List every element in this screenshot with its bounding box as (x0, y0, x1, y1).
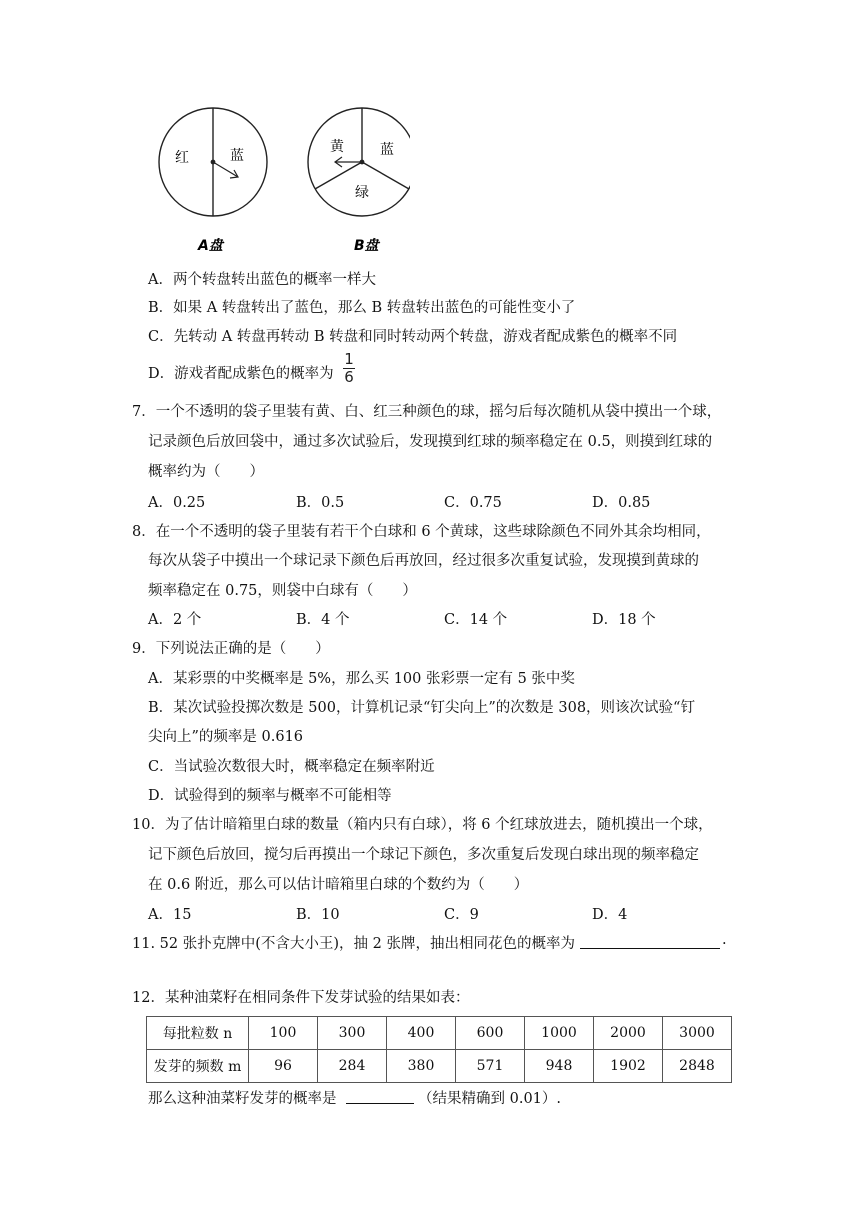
disk-b-caption: B盘 (354, 238, 379, 254)
table-cell: 3000 (663, 1017, 732, 1050)
q6-option-d: D．游戏者配成紫色的概率为 (148, 366, 334, 382)
q7-option-a: A．0.25 (148, 495, 206, 511)
q7-line-1: 7．一个不透明的袋子里装有黄、白、红三种颜色的球，摇匀后每次随机从袋中摸出一个球， (132, 404, 722, 420)
table-cell: 400 (387, 1017, 456, 1050)
disk-a-caption: A盘 (198, 238, 223, 254)
disk-a (159, 108, 267, 254)
q12-stem: 12．某种油菜籽在相同条件下发芽试验的结果如表： (132, 990, 470, 1006)
table-row (147, 1017, 732, 1050)
table-cell: 100 (249, 1017, 318, 1050)
q8-line-2: 每次从袋子中摸出一个球记录下颜色后再放回，经过很多次重复试验，发现摸到黄球的 (148, 553, 699, 569)
q10-option-b: B．10 (296, 907, 340, 923)
q7-option-c: C．0.75 (444, 495, 502, 511)
q7-option-b: B．0.5 (296, 495, 345, 511)
q11-answer-blank[interactable] (580, 932, 720, 949)
q9-option-b-cont: 尖向上”的频率是 0.616 (148, 729, 304, 745)
q8-line-3: 频率稳定在 0.75，则袋中白球有（ ） (148, 583, 417, 599)
table-cell: 948 (525, 1050, 594, 1083)
q8-option-d: D．18 个 (592, 612, 656, 628)
q8-option-b: B．4 个 (296, 612, 350, 628)
table-cell: 96 (249, 1050, 318, 1083)
fraction-denominator: 6 (344, 368, 354, 386)
fraction-numerator: 1 (344, 350, 354, 368)
table-cell: 1000 (525, 1017, 594, 1050)
q9-option-d: D．试验得到的频率与概率不可能相等 (148, 788, 392, 804)
q9-option-a: A．某彩票的中奖概率是 5%，那么买 100 张彩票一定有 5 张中奖 (148, 671, 575, 687)
q11-end: . (722, 932, 727, 948)
q10-line-1: 10．为了估计暗箱里白球的数量（箱内只有白球），将 6 个红球放进去，随机摸出一个球， (132, 817, 713, 833)
table-cell: 300 (318, 1017, 387, 1050)
q8-line-1: 8．在一个不透明的袋子里装有若干个白球和 6 个黄球，这些球除颜色不同外其余均相同， (132, 524, 711, 540)
q12-tail-before: 那么这种油菜籽发芽的概率是 (148, 1091, 337, 1107)
q10-option-c: C．9 (444, 907, 479, 923)
table-row (147, 1050, 732, 1083)
table-cell: 1902 (594, 1050, 663, 1083)
q6-fraction (342, 351, 356, 386)
q7-line-2: 记录颜色后放回袋中，通过多次试验后，发现摸到红球的频率稳定在 0.5，则摸到红球的 (148, 434, 713, 450)
table-cell: 2000 (594, 1017, 663, 1050)
q8-option-a: A．2 个 (148, 612, 202, 628)
spinner-figure (150, 106, 410, 266)
table-cell: 571 (456, 1050, 525, 1083)
disk-a-left-label: 红 (175, 150, 189, 166)
disk-b-yellow-label: 黄 (330, 139, 344, 155)
q11-text: 11. 52 张扑克牌中(不含大小王)，抽 2 张牌，抽出相同花色的概率为 (132, 936, 575, 952)
q9-option-c: C．当试验次数很大时，概率稳定在频率附近 (148, 759, 435, 775)
q9-option-b: B．某次试验投掷次数是 500，计算机记录“钉尖向上”的次数是 308，则该次试验“钉 (148, 700, 695, 716)
q12-answer-blank[interactable] (346, 1087, 414, 1104)
q6-option-b: B．如果 A 转盘转出了蓝色，那么 B 转盘转出蓝色的可能性变小了 (148, 300, 576, 316)
q12-tail-after: （结果精确到 0.01）. (418, 1091, 562, 1107)
q6-option-c: C．先转动 A 转盘再转动 B 转盘和同时转动两个转盘，游戏者配成紫色的概率不同 (148, 329, 678, 345)
row-label: 每批粒数 n (147, 1017, 249, 1050)
row-label: 发芽的频数 m (147, 1050, 249, 1083)
q7-option-d: D．0.85 (592, 495, 651, 511)
disk-b (308, 108, 410, 254)
q10-line-2: 记下颜色后放回，搅匀后再摸出一个球记下颜色，多次重复后发现白球出现的频率稳定 (148, 847, 699, 863)
germination-table (146, 1016, 732, 1083)
q9-stem: 9．下列说法正确的是（ ） (132, 641, 330, 657)
q10-option-a: A．15 (148, 907, 192, 923)
table-cell: 284 (318, 1050, 387, 1083)
table-cell: 2848 (663, 1050, 732, 1083)
table-cell: 380 (387, 1050, 456, 1083)
disk-b-green-label: 绿 (355, 185, 369, 201)
q6-option-a: A．两个转盘转出蓝色的概率一样大 (148, 272, 376, 288)
q8-option-c: C．14 个 (444, 612, 508, 628)
disk-b-blue-label: 蓝 (380, 142, 394, 158)
disk-a-right-label: 蓝 (230, 148, 244, 164)
table-cell: 600 (456, 1017, 525, 1050)
q10-option-d: D．4 (592, 907, 628, 923)
q10-line-3: 在 0.6 附近，那么可以估计暗箱里白球的个数约为（ ） (148, 877, 529, 893)
q7-line-3: 概率约为（ ） (148, 464, 264, 480)
